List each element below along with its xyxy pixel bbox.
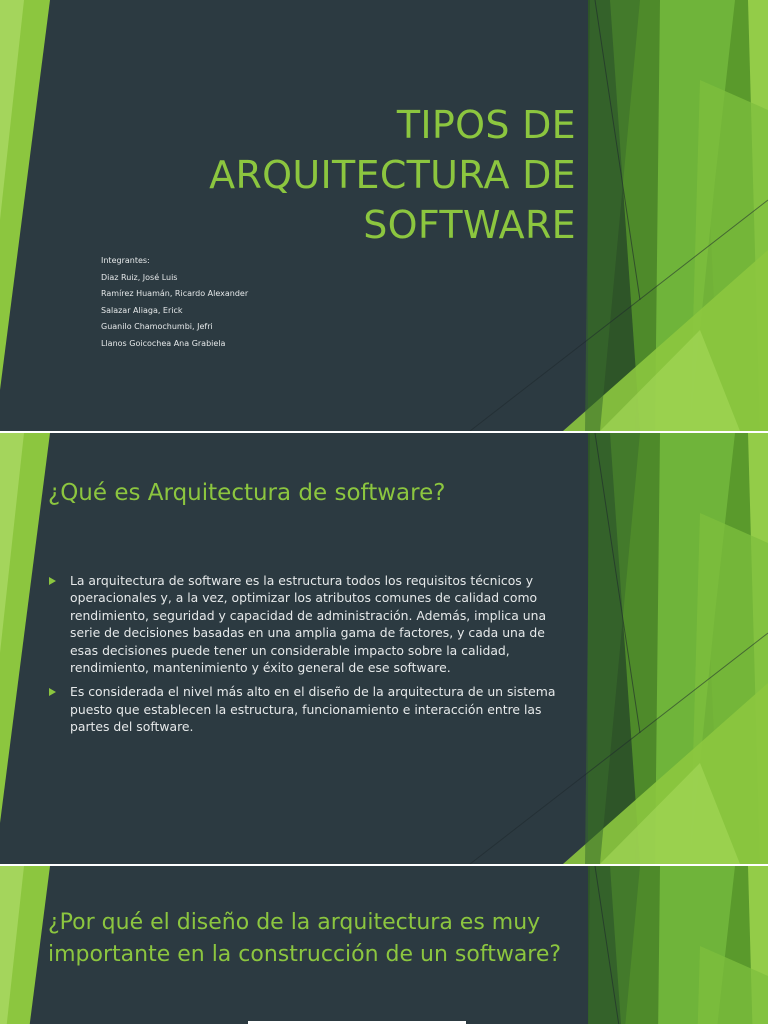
slide-heading: ¿Qué es Arquitectura de software? bbox=[48, 480, 446, 506]
member-name: Llanos Goicochea Ana Grabiela bbox=[101, 338, 226, 348]
member-name: Diaz Ruiz, José Luis bbox=[101, 272, 178, 282]
title-line: TIPOS DE bbox=[396, 103, 576, 147]
bullet-item bbox=[48, 572, 558, 676]
slide-definition bbox=[0, 433, 768, 864]
slide-importance bbox=[0, 866, 768, 1024]
members-list bbox=[101, 253, 248, 353]
bullet-list bbox=[48, 572, 558, 743]
bullet-text: Es considerada el nivel más alto en el diseño de la arquitectura de un sistema puesto que establecen la estructura, funcionamiento e interacción entre las partes del software. bbox=[70, 684, 556, 735]
bullet-item bbox=[48, 683, 558, 735]
member-name: Guanilo Chamochumbi, Jefri bbox=[101, 322, 213, 332]
title-line: SOFTWARE bbox=[363, 203, 576, 247]
slide-heading: ¿Por qué el diseño de la arquitectura es muy importante en la construcción de un software? bbox=[48, 910, 562, 967]
triangle-bullet-icon bbox=[49, 688, 56, 696]
member-name: Salazar Aliaga, Erick bbox=[101, 305, 183, 315]
members-heading: Integrantes: bbox=[101, 256, 150, 265]
title-line: ARQUITECTURA DE bbox=[209, 153, 576, 197]
member-name: Ramírez Huamán, Ricardo Alexander bbox=[101, 289, 249, 299]
slide-title bbox=[0, 0, 768, 431]
presentation-title bbox=[56, 100, 576, 250]
triangle-bullet-icon bbox=[49, 577, 56, 585]
bullet-text: La arquitectura de software es la estructura todos los requisitos técnicos y operacionales y, a la vez, optimizar los atributos comunes de calidad como rendimiento, seguridad y capacidad de administración. Además, implica una serie de decisiones basadas en una amplia gama de factores, y cada una de esas decisiones puede tener un considerable impacto sobre la calidad, rendimiento, mantenimiento y éxito general de ese software. bbox=[70, 573, 547, 676]
